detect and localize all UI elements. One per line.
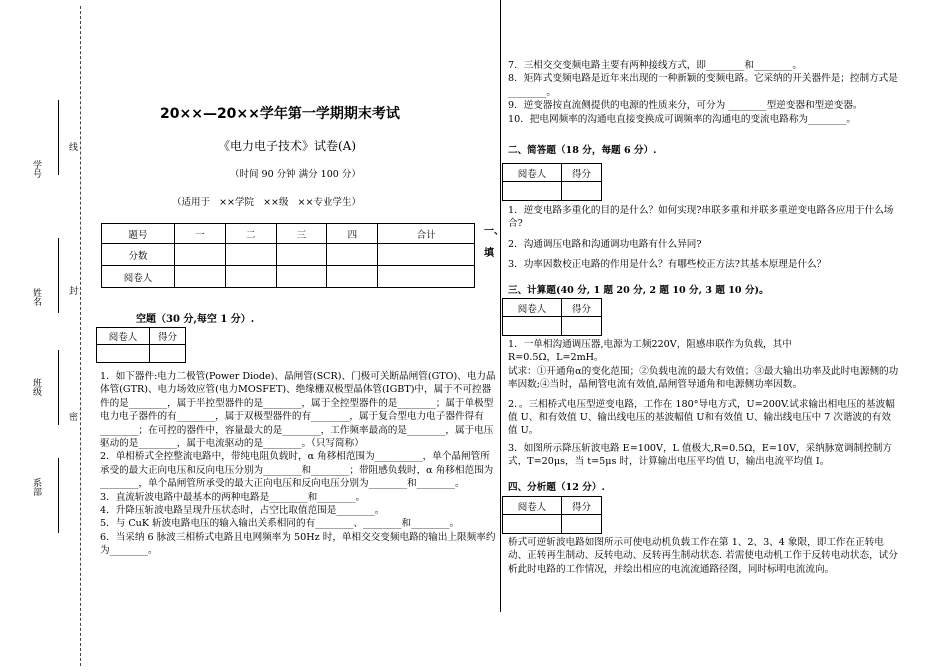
- calc-question-1c: 试求：①开通角α的变化范围；②负载电流的最大有效值；③最大输出功率及此时电源侧的功率因数;④当时，晶闸管电流有效值,晶闸管导通角和电源侧功率因数。: [508, 365, 899, 391]
- score-head: 二: [225, 224, 276, 244]
- paper-title: 《电力电子技术》试卷(A): [218, 139, 357, 153]
- name-label: 姓名: [31, 288, 41, 306]
- binding-dashed-line: [80, 6, 81, 666]
- short-question-1: 1．逆变电路多重化的目的是什么？如何实现?串联多重和并联多重逆变电路各应用于什么场合?: [508, 205, 894, 230]
- dept-label: 系部: [31, 478, 41, 496]
- apply-prefix: （适用于: [172, 197, 211, 208]
- score-head: 合计: [378, 224, 475, 244]
- question-6: 6．当采纳 6 脉波三相桥式电路且电网频率为 50Hz 时，单相交交变频电路的输出上限频率约为________。: [100, 531, 496, 557]
- grader-cell[interactable]: [503, 182, 562, 201]
- name-blank: [58, 238, 59, 313]
- section4-title: 四、分析题（12 分）.: [508, 482, 605, 493]
- section1-questions: [100, 370, 496, 558]
- score-table: [101, 223, 475, 288]
- exam-title: 20××—20××学年第一学期期末考试: [160, 106, 400, 122]
- student-id-label: 学号: [31, 160, 41, 178]
- calc-question-1b: R=0.5Ω，L=2mH。: [508, 352, 604, 364]
- score-cell[interactable]: [276, 266, 327, 288]
- grader-row-label: 阅卷人: [102, 266, 175, 288]
- grader-label: 阅卷人: [503, 299, 562, 317]
- question-5: 5．与 CuK 斩波电路电压的输入输出关系相同的有________、________和________。: [100, 518, 460, 530]
- grader-label: 阅卷人: [97, 328, 150, 345]
- score-cell[interactable]: [561, 182, 601, 201]
- section1-grader-box: [96, 327, 186, 363]
- score-cell[interactable]: [276, 244, 327, 266]
- grader-cell[interactable]: [503, 515, 562, 534]
- apply-college: ××学院: [219, 197, 254, 208]
- time-info: （时间 90 分钟 满分 100 分）: [230, 169, 361, 180]
- score-cell[interactable]: [378, 266, 475, 288]
- grader-cell[interactable]: [503, 317, 562, 336]
- section3-title: 三、计算题(40 分, 1 题 20 分, 2 题 10 分, 3 题 10 分)。: [508, 285, 769, 296]
- question-8: 8．矩阵式变频电路是近年来出现的一种新颖的变频电路。它采纳的开关器件是；控制方式是________。: [508, 73, 898, 98]
- score-cell[interactable]: [175, 266, 226, 288]
- question-2: 2．单相桥式全控整流电路中，带纯电阻负载时，α 角移相范围为__________，单个晶闸管所承受的最大正向电压和反向电压分别为________和________；带阻感负载时，α 角移相范围为________，单个晶闸管所承受的最大正向电压和反向电压分别为________和________。: [100, 451, 494, 490]
- short-question-3: 3．功率因数校正电路的作用是什么？有哪些校正方法?其基本原理是什么？: [508, 259, 827, 271]
- score-head: 三: [276, 224, 327, 244]
- score-cell[interactable]: [175, 244, 226, 266]
- score-label: 得分: [561, 497, 601, 515]
- score-head: 题号: [102, 224, 175, 244]
- apply-grade: ××级: [263, 197, 289, 208]
- question-1: 1．如下器件:电力二极管(Power Diode)、晶闸管(SCR)、门极可关断晶闸管(GTO)、电力晶体管(GTR)、电力场效应管(电力MOSFET)、绝缘栅双极型晶体管(IGBT)中，属于不可控器件的是________，属于半控型器件的是________，属于全控型器件的是________；属于单极型电力电子器件的有________，属于双极型器件的有________，属于复合型电力电子器件得有 ________；在可控的器件中，容量最大的是________，工作频率最高的是________，属于电压驱动的是________，属于电流驱动的是________。（只写简称）: [100, 371, 496, 450]
- score-cell[interactable]: [327, 266, 378, 288]
- score-cell[interactable]: [327, 244, 378, 266]
- question-4: 4．升降压斩波电路呈现升压状态时，占空比取值范围是________。: [100, 505, 385, 517]
- dept-blank: [58, 458, 59, 533]
- section4-grader-box: [502, 496, 602, 534]
- class-blank: [58, 350, 59, 425]
- score-cell[interactable]: [225, 266, 276, 288]
- column-divider: [500, 0, 501, 612]
- short-question-2: 2．沟通调压电路和沟通调功电路有什么异同?: [508, 238, 702, 250]
- section2-questions: [508, 204, 900, 272]
- question-10: 10．把电网频率的沟通电直接变换成可调频率的沟通电的变流电路称为________。: [508, 113, 856, 125]
- calc-question-2: 2．。三相桥式电压型逆变电路，工作在 180°导电方式，U=200V.试求输出相电压的基波幅值 U、和有效值 U、输出线电压的基波幅值 U和有效值 U、输出线电压中 7 次谐波的有效值 U。: [508, 398, 895, 437]
- score-label: 得分: [561, 299, 601, 317]
- score-cell[interactable]: [225, 244, 276, 266]
- grader-cell[interactable]: [97, 345, 150, 363]
- binding-seal-label: 封: [67, 286, 77, 295]
- analysis-question: 桥式可逆斩波电路如图所示可使电动机负载工作在第 1、2、3、4 象限，即工作在正转电动、正转再生制动、反转电动、反转再生制动状态. 若需使电动机工作于反转电动状态，试分析此时电路的工作情况，并绘出相应的电流流通路径图，同时标明电流流向。: [508, 537, 898, 575]
- score-head: 一: [175, 224, 226, 244]
- fill-questions-continued: [508, 59, 900, 126]
- score-label: 得分: [150, 328, 186, 345]
- binding-secret-label: 密: [67, 412, 77, 421]
- section1-title: 空题（30 分,每空 1 分）.: [136, 314, 255, 325]
- section1-mark: 填: [484, 248, 494, 259]
- grader-label: 阅卷人: [503, 164, 562, 182]
- calc-question-1a: 1．一单相沟通调压器,电源为工频220V，阻感串联作为负载，其中: [508, 339, 792, 350]
- score-label: 得分: [561, 164, 601, 182]
- student-id-blank: [58, 100, 59, 175]
- section2-title: 二、简答题（18 分，每题 6 分）.: [508, 145, 657, 156]
- question-3: 3．直流斩波电路中最基本的两种电路是________和________。: [100, 491, 366, 503]
- grader-label: 阅卷人: [503, 497, 562, 515]
- class-label: 班级: [31, 378, 41, 396]
- section2-grader-box: [502, 163, 602, 201]
- section3-questions: [508, 338, 900, 469]
- apply-line: [172, 194, 361, 208]
- apply-major: ××专业学生）: [297, 197, 361, 208]
- score-head: 四: [327, 224, 378, 244]
- section3-grader-box: [502, 298, 602, 336]
- score-row-label: 分数: [102, 244, 175, 266]
- section1-mark: 一、: [484, 226, 504, 237]
- calc-question-3: 3．如图所示降压斩波电路 E=100V，L 值极大,R=0.5Ω，E=10V，采纳脉宽调制控制方式，T=20μs，当 t=5μs 时，计算输出电压平均值 U，输出电流平均值 I。: [508, 442, 892, 468]
- score-cell[interactable]: [561, 317, 601, 336]
- binding-line-label: 线: [67, 142, 77, 151]
- score-cell[interactable]: [378, 244, 475, 266]
- question-7: 7．三相交交变频电路主要有两种接线方式，即________和________。: [508, 60, 802, 71]
- question-9: 9．逆变器按直流侧提供的电源的性质来分，可分为 ________型逆变器和型逆变器。: [508, 100, 863, 112]
- score-cell[interactable]: [150, 345, 186, 363]
- score-cell[interactable]: [561, 515, 601, 534]
